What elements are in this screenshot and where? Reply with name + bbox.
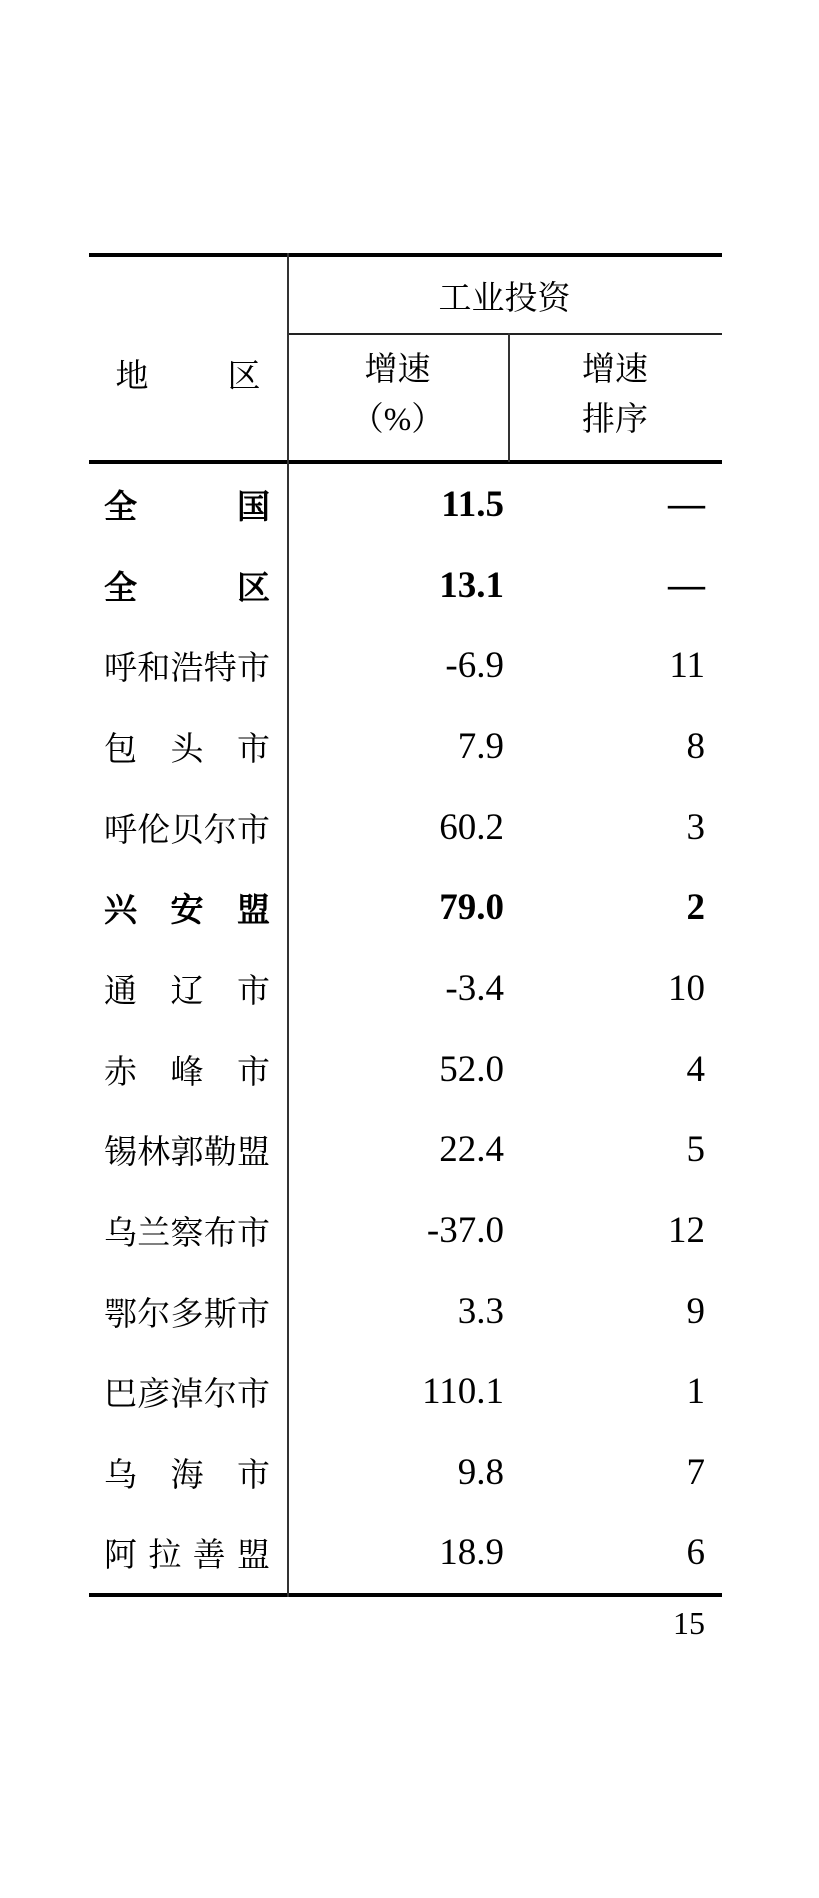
region-name: 包 头 市 [104,732,270,768]
growth-cell: -37.0 [426,1210,504,1251]
table-row [89,1109,722,1190]
table-row [89,787,722,868]
growth-header-line1: 增速 [364,351,431,388]
region-name: 兴 安 盟 [104,893,270,929]
growth-cell: 11.5 [441,484,504,525]
table-row [89,625,722,706]
region-name: 乌 海 市 [104,1458,270,1494]
table-row [89,1029,722,1110]
column-header-region [89,257,287,460]
table-row [89,1190,722,1271]
rank-cell: 6 [686,1532,705,1573]
growth-cell: 9.8 [457,1452,504,1493]
region-cell [89,706,287,787]
region-cell [89,1351,287,1432]
region-cell [89,464,287,545]
region-cell [89,867,287,948]
growth-cell: 3.3 [457,1291,504,1332]
rank-cell: 4 [686,1049,705,1090]
table-bottom-border [89,1593,722,1597]
rank-header-line2: 排序 [582,401,648,438]
rank-cell: 9 [686,1291,705,1332]
growth-header-line2: （%） [350,401,445,438]
rank-cell: 3 [686,807,705,848]
region-cell [89,1432,287,1513]
growth-cell: 110.1 [422,1371,504,1412]
rank-cell: — [668,565,705,606]
region-name: 呼 和 浩 特 市 [104,651,270,687]
growth-cell: 79.0 [439,887,504,928]
table-row [89,1351,722,1432]
growth-cell: 22.4 [439,1129,504,1170]
rank-cell: 8 [686,726,705,767]
growth-cell: 7.9 [457,726,504,767]
region-name: 阿 拉 善 盟 [104,1538,270,1574]
table-row [89,867,722,948]
rank-cell: 1 [686,1371,705,1412]
rank-cell: 12 [668,1210,705,1251]
region-name: 呼 伦 贝 尔 市 [104,813,270,849]
growth-cell: 18.9 [439,1532,504,1573]
growth-cell: 52.0 [439,1049,504,1090]
rank-header-line1: 增速 [582,351,648,388]
column-header-growth [287,335,508,460]
growth-cell: 60.2 [439,807,504,848]
region-name: 鄂 尔 多 斯 市 [104,1297,270,1333]
rank-cell: 2 [686,887,705,928]
growth-cell: -3.4 [445,968,504,1009]
table-row [89,706,722,787]
region-name: 全 国 [104,490,270,526]
rank-cell: 10 [668,968,705,1009]
region-cell [89,1512,287,1593]
region-cell [89,787,287,868]
table-row [89,1271,722,1352]
rank-cell: 7 [686,1452,705,1493]
region-cell [89,1271,287,1352]
growth-cell: -6.9 [445,645,504,686]
region-name: 乌 兰 察 布 市 [104,1216,270,1252]
table-row [89,1432,722,1513]
column-header-rank [508,335,722,460]
rank-cell: 5 [686,1129,705,1170]
region-header-label: 地 区 [115,359,261,395]
region-name: 巴 彦 淖 尔 市 [104,1377,270,1413]
region-name: 通 辽 市 [104,974,270,1010]
table-row [89,545,722,626]
table-row [89,948,722,1029]
industrial-investment-table [89,253,722,1597]
page-number: 15 [673,1605,705,1641]
region-cell [89,1029,287,1110]
region-name: 赤 峰 市 [104,1055,270,1091]
rank-cell: — [668,484,705,525]
table-row [89,464,722,545]
region-cell [89,1190,287,1271]
table-row [89,1512,722,1593]
region-cell [89,545,287,626]
region-name: 全 区 [104,571,270,607]
growth-cell: 13.1 [439,565,504,606]
region-name: 锡 林 郭 勒 盟 [104,1135,270,1171]
column-header-group: 工业投资 [438,280,571,317]
region-cell [89,1109,287,1190]
region-cell [89,625,287,706]
region-cell [89,948,287,1029]
rank-cell: 11 [669,645,705,686]
